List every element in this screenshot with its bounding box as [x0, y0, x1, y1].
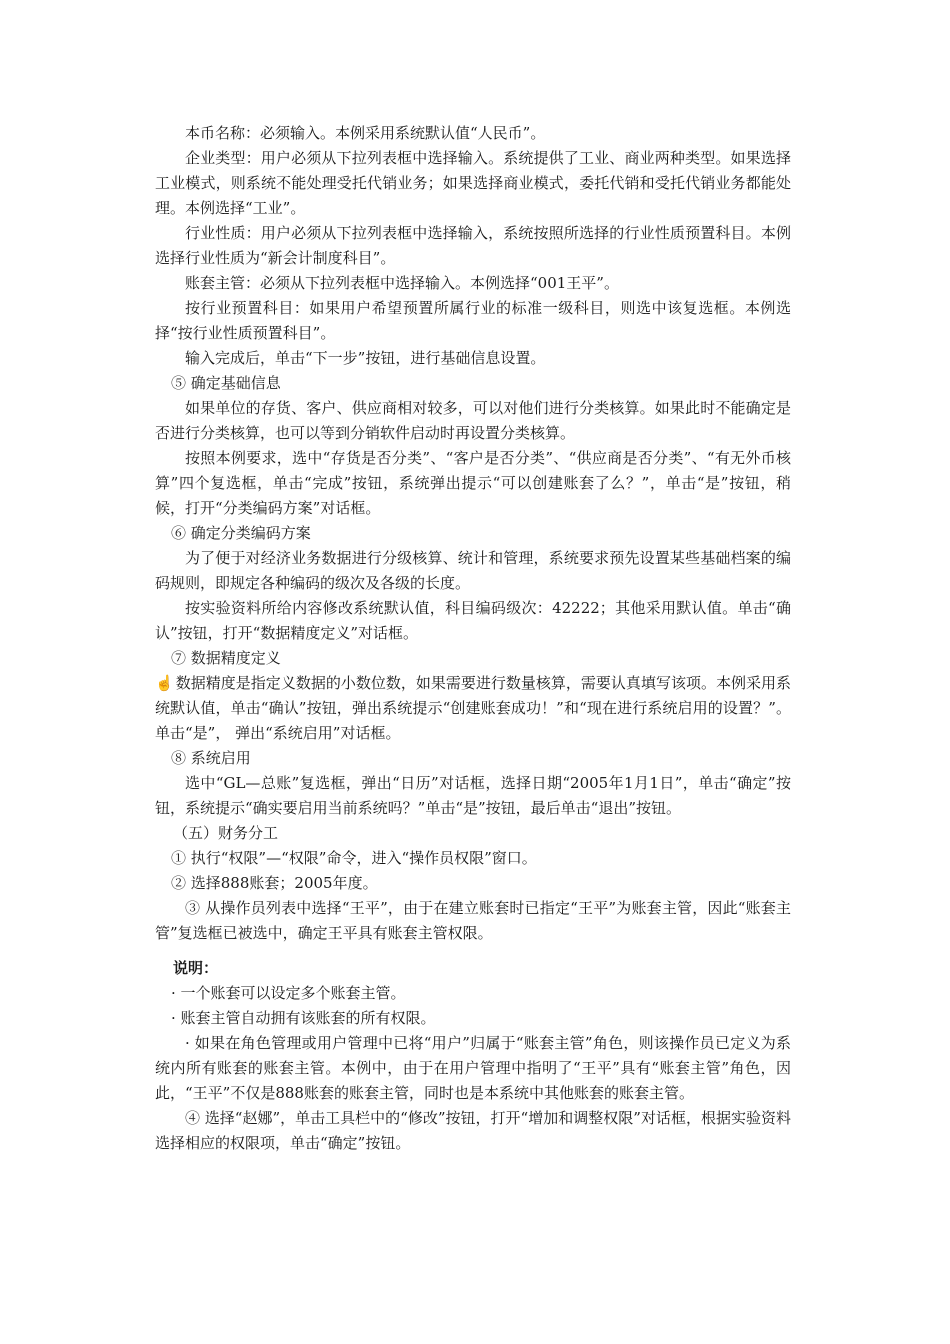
note-title: 说明：: [173, 959, 219, 977]
text-column: [155, 121, 791, 1156]
heading-step-5: ⑤ 确定基础信息: [171, 374, 281, 392]
note-item-3: · 如果在角色管理或用户管理中已将“用户”归属于“账套主管”角色，则该操作员已定义为系统内所有账套的账套主管。本例中，由于在用户管理中指明了“王平”具有“账套主管”角色，因此，“王平”不仅是888账套的账套主管，同时也是本系统中其他账套的账套主管。: [155, 1034, 791, 1102]
paragraph-enterprise-type: 企业类型：用户必须从下拉列表框中选择输入。系统提供了工业、商业两种类型。如果选择工业模式，则系统不能处理受托代销业务；如果选择商业模式，委托代销和受托代销业务都能处理。本例选择“工业”。: [155, 149, 791, 217]
paragraph-data-precision-text: 数据精度是指定义数据的小数位数，如果需要进行数量核算，需要认真填写该项。本例采用系统默认值，单击“确认”按钮，弹出系统提示“创建账套成功！”和“现在进行系统启用的设置？”。单击“是”， 弹出“系统启用”对话框。: [155, 674, 791, 742]
hand-pointer-icon: ☝: [155, 674, 174, 692]
paragraph-account-supervisor: 账套主管：必须从下拉列表框中选择输入。本例选择“001王平”。: [185, 274, 619, 292]
step-3: ③ 从操作员列表中选择“王平”，由于在建立账套时已指定“王平”为账套主管，因此“账套主管”复选框已被选中，确定王平具有账套主管权限。: [155, 899, 791, 942]
spacer: [155, 946, 791, 956]
paragraph-classification: 如果单位的存货、客户、供应商相对较多，可以对他们进行分类核算。如果此时不能确定是否进行分类核算，也可以等到分销软件启动时再设置分类核算。: [155, 399, 791, 442]
heading-step-6: ⑥ 确定分类编码方案: [171, 524, 311, 542]
note-item-2: · 账套主管自动拥有该账套的所有权限。: [171, 1009, 436, 1027]
paragraph-coding-rules: 为了便于对经济业务数据进行分级核算、统计和管理，系统要求预先设置某些基础档案的编码规则，即规定各种编码的级次及各级的长度。: [155, 549, 791, 592]
note-item-1: · 一个账套可以设定多个账套主管。: [171, 984, 406, 1002]
step-1: ① 执行“权限”—“权限”命令，进入“操作员权限”窗口。: [171, 849, 537, 867]
paragraph-after-input: 输入完成后，单击“下一步”按钮，进行基础信息设置。: [185, 349, 546, 367]
paragraph-system-enable: 选中“GL—总账”复选框，弹出“日历”对话框，选择日期“2005年1月1日”，单击“确定”按钮，系统提示“确实要启用当前系统吗？”单击“是”按钮，最后单击“退出”按钮。: [155, 774, 791, 817]
paragraph-industry-type: 行业性质：用户必须从下拉列表框中选择输入，系统按照所选择的行业性质预置科目。本例选择行业性质为“新会计制度科目”。: [155, 224, 791, 267]
step-4: ④ 选择“赵娜”，单击工具栏中的“修改”按钮，打开“增加和调整权限”对话框，根据实验资料选择相应的权限项，单击“确定”按钮。: [155, 1109, 791, 1152]
paragraph-preset-subjects: 按行业预置科目：如果用户希望预置所属行业的标准一级科目，则选中该复选框。本例选择“按行业性质预置科目”。: [155, 299, 791, 342]
paragraph-checkboxes: 按照本例要求，选中“存货是否分类”、“客户是否分类”、“供应商是否分类”、“有无外币核算”四个复选框，单击“完成”按钮，系统弹出提示“可以创建账套了么？”，单击“是”按钮，稍候，打开“分类编码方案”对话框。: [155, 449, 791, 517]
heading-step-7: ⑦ 数据精度定义: [171, 649, 281, 667]
step-2: ② 选择888账套；2005年度。: [171, 874, 378, 892]
paragraph-data-precision: [155, 671, 791, 746]
paragraph-coding-levels: 按实验资料所给内容修改系统默认值，科目编码级次：42222；其他采用默认值。单击“确认”按钮，打开“数据精度定义”对话框。: [155, 599, 791, 642]
paragraph-currency-name: 本币名称：必须输入。本例采用系统默认值“人民币”。: [185, 124, 546, 142]
heading-section-five: （五）财务分工: [173, 824, 279, 842]
heading-step-8: ⑧ 系统启用: [171, 749, 251, 767]
